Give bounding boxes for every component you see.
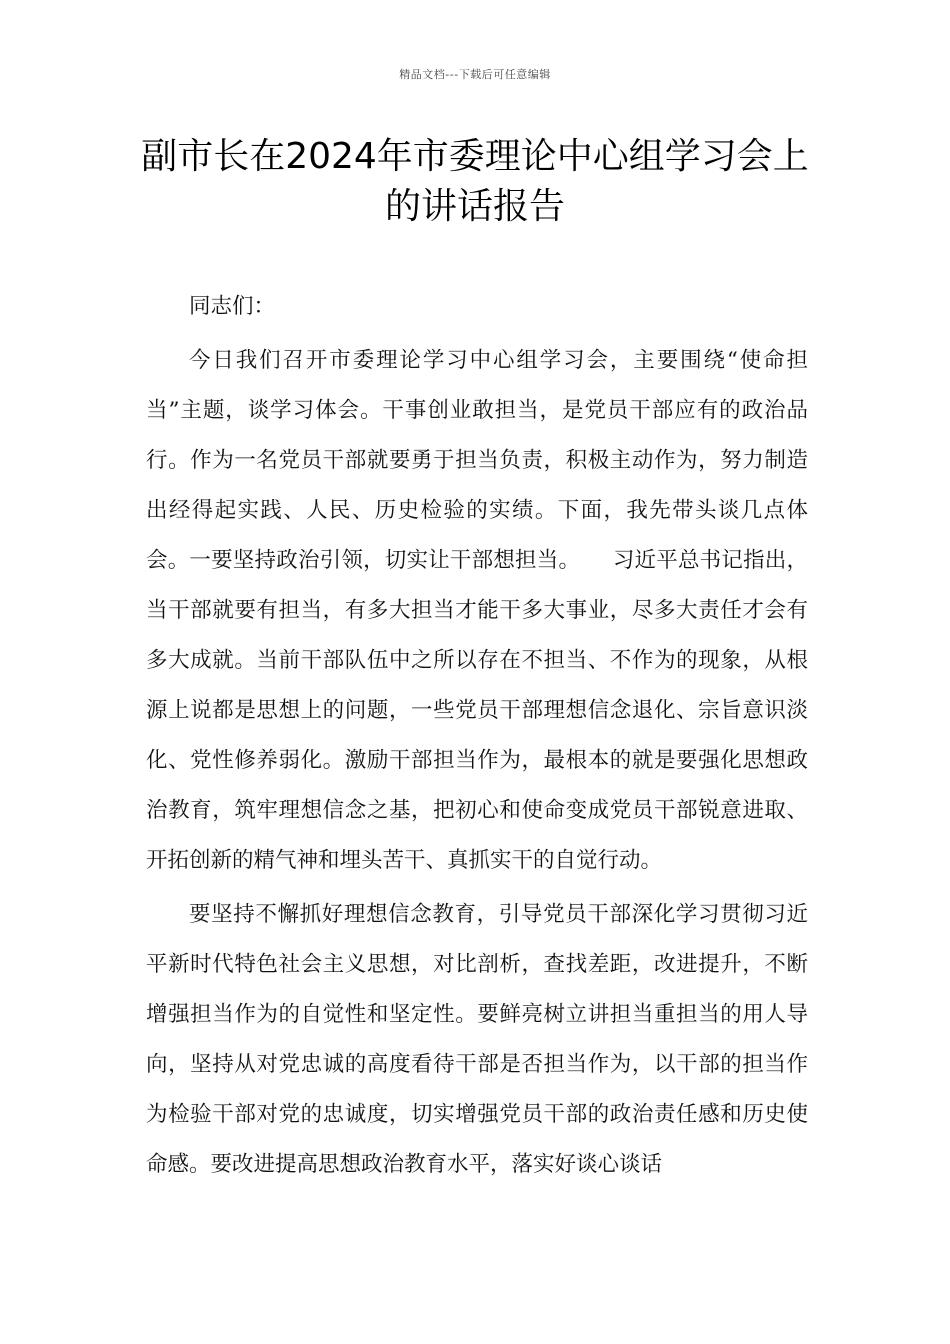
salutation: 同志们： [189, 294, 276, 319]
header-note: 精品文档---下载后可任意编辑 [399, 68, 551, 81]
paragraph-2: 要坚持不懈抓好理想信念教育，引导党员干部深化学习贯彻习近平新时代特色社会主义思想，对比剖析，查找差距，改进提升，不断增强担当作为的自觉性和坚定性。要鲜亮树立讲担当重担当的用人导向，坚持从对党忠诚的高度看待干部是否担当作为，以干部的担当作为检验干部对党的忠诚度，切实增强党员干部的政治责任感和历史使命感。要改进提高思想政治教育水平，落实好谈心谈话 [146, 902, 808, 1177]
document-body [146, 282, 808, 1190]
paragraph-1: 今日我们召开市委理论学习中心组学习会，主要围绕“使命担当”主题，谈学习体会。干事创业敢担当，是党员干部应有的政治品行。作为一名党员干部就要勇于担当负责，积极主动作为，努力制造出经得起实践、人民、历史检验的实绩。下面，我先带头谈几点体会。一要坚持政治引领，切实让干部想担当。 习近平总书记指出，当干部就要有担当，有多大担当才能干多大事业，尽多大责任才会有多大成就。当前干部队伍中之所以存在不担当、不作为的现象，从根源上说都是思想上的问题，一些党员干部理想信念退化、宗旨意识淡化、党性修养弱化。激励干部担当作为，最根本的就是要强化思想政治教育，筑牢理想信念之基，把初心和使命变成党员干部锐意进取、开拓创新的精气神和埋头苦干、真抓实干的自觉行动。 [146, 348, 808, 873]
document-title: 副市长在2024年市委理论中心组学习会上的讲话报告 [141, 136, 809, 227]
